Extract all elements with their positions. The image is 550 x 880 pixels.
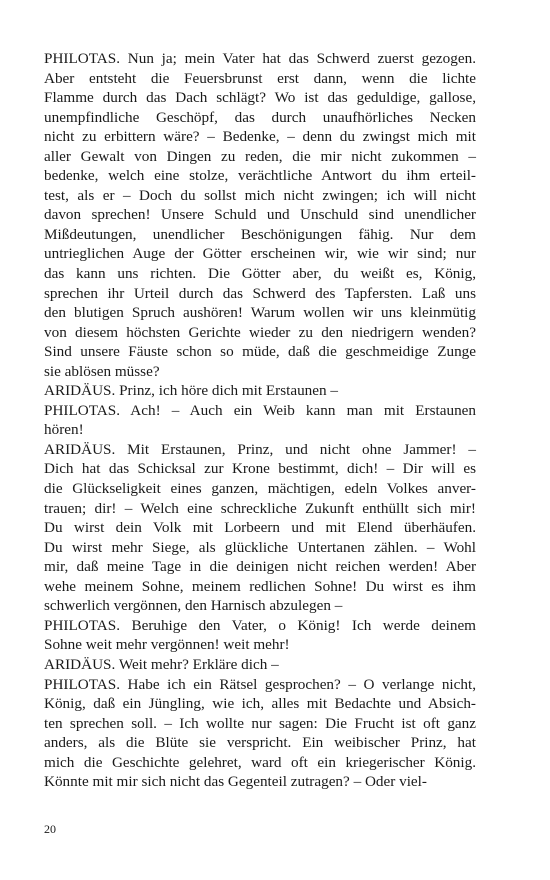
- page-body: [44, 49, 476, 792]
- text-line: ARIDÄUS. Mit Erstaunen, Prinz, und nicht ohne Jammer! –: [44, 440, 476, 458]
- text-line: untrieglichen Auge der Götter erscheinen wir, wie wir sind; nur: [44, 245, 476, 263]
- text-line: Du wirst dein Volk mit Lorbeern und mit Elend überhäufen.: [44, 519, 476, 537]
- text-line: das kann uns richten. Die Götter aber, du weißt es, König,: [44, 265, 476, 283]
- text-line: wehe meinem Sohne, meinem redlichen Sohne! Du wirst es ihm: [44, 577, 476, 595]
- speech-paragraph: [44, 381, 476, 401]
- text-line: mir, daß meine Tage in die deinigen nicht reichen werden! Aber: [44, 558, 476, 576]
- text-line: PHILOTAS. Ach! – Auch ein Weib kann man mit Erstaunen: [44, 401, 476, 419]
- text-line: Dich hat das Schicksal zur Krone bestimmt, dich! – Dir will es: [44, 460, 476, 478]
- speech-paragraph: [44, 616, 476, 655]
- text-line: aller Gewalt von Dingen zu reden, die mir nicht zukommen –: [44, 147, 476, 165]
- text-line: Aber entsteht die Feuersbrunst erst dann, wenn die lichte: [44, 69, 476, 87]
- text-line: nicht zu erbittern wäre? – Bedenke, – denn du zwingst mich mit: [44, 128, 476, 146]
- text-line: hören!: [44, 421, 84, 439]
- text-line: sie ablösen müsse?: [44, 362, 160, 380]
- text-line: ten sprechen soll. – Ich wollte nur sagen: Die Frucht ist oft ganz: [44, 714, 476, 732]
- text-line: trauen; dir! – Welch eine schreckliche Zukunft enthüllt sich mir!: [44, 499, 476, 517]
- page-number: 20: [44, 822, 56, 836]
- speech-paragraph: [44, 49, 476, 381]
- text-line: PHILOTAS. Habe ich ein Rätsel gesprochen? – O verlange nicht,: [44, 675, 476, 693]
- text-line: PHILOTAS. Nun ja; mein Vater hat das Schwerd zuerst gezogen.: [44, 50, 476, 67]
- speech-paragraph: [44, 440, 476, 616]
- text-line: Sohne weit mehr vergönnen! weit mehr!: [44, 636, 290, 654]
- text-line: schwerlich vergönnen, den Harnisch abzulegen –: [44, 597, 343, 615]
- text-line: mich die Geschichte gelehret, ward oft ein kriegerischer König.: [44, 753, 476, 771]
- text-line: sprechen ihr Urteil durch das Schwerd des Tapfersten. Laß uns: [44, 284, 476, 302]
- text-line: König, daß ein Jüngling, wie ich, alles mit Bedachte und Absich-: [44, 695, 476, 713]
- text-line: anders, als die Blüte sie verspricht. Ein weibischer Prinz, hat: [44, 734, 476, 752]
- text-line: Du wirst mehr Siege, als glückliche Untertanen zählen. – Wohl: [44, 538, 476, 556]
- dialogue-text: [44, 49, 476, 792]
- text-line: bedenke, welch eine stolze, verächtliche Antwort du ihm erteil-: [44, 167, 476, 185]
- text-line: den blutigen Spruch aushören! Warum wollen wir uns kleinmütig: [44, 304, 476, 322]
- speech-paragraph: [44, 401, 476, 440]
- text-line: test, als er – Doch du sollst mich nicht zwingen; ich will nicht: [44, 186, 476, 204]
- text-line: PHILOTAS. Beruhige den Vater, o König! Ich werde deinem: [44, 616, 476, 634]
- text-line: von diesem höchsten Gerichte wieder zu den niedrigern wenden?: [44, 323, 476, 341]
- text-line: Könnte mit mir sich nicht das Gegenteil zutragen? – Oder viel-: [44, 773, 427, 791]
- text-line: die Glückseligkeit eines ganzen, mächtigen, edeln Volkes anver-: [44, 480, 476, 498]
- text-line: Flamme durch das Dach schlägt? Wo ist das geduldige, gallose,: [44, 89, 476, 107]
- text-line: Mißdeutungen, unendlicher Beschönigungen fähig. Nur dem: [44, 225, 476, 243]
- text-line: ARIDÄUS. Weit mehr? Erkläre dich –: [44, 655, 279, 673]
- text-line: davon sprechen! Unsere Schuld und Unschuld sind unendlicher: [44, 206, 476, 224]
- text-line: Sind unsere Fäuste schon so müde, daß die geschmeidige Zunge: [44, 343, 476, 361]
- text-line: unempfindliche Geschöpf, das durch unaufhörliches Necken: [44, 108, 476, 126]
- speech-paragraph: [44, 655, 476, 675]
- text-line: ARIDÄUS. Prinz, ich höre dich mit Erstaunen –: [44, 382, 338, 400]
- speech-paragraph: [44, 675, 476, 792]
